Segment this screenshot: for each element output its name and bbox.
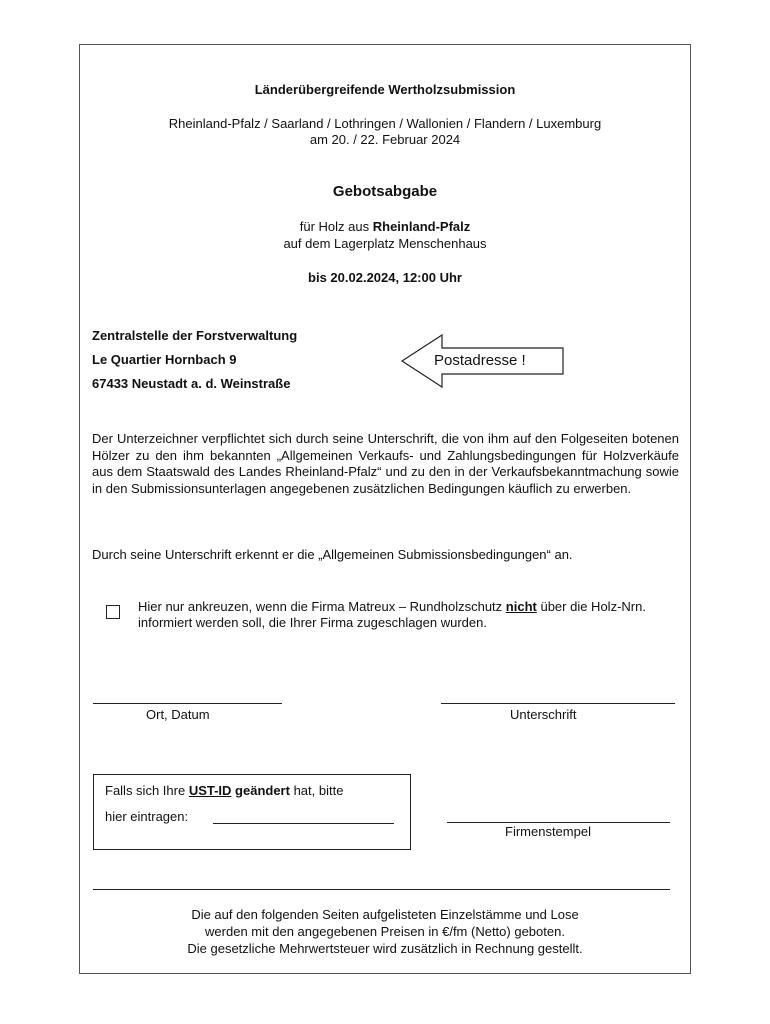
footer-divider: [93, 889, 670, 890]
ust-text-after: hat, bitte: [289, 783, 344, 798]
offer-deadline: bis 20.02.2024, 12:00 Uhr: [308, 270, 462, 285]
checkbox-text-emph: nicht: [505, 599, 537, 614]
offer-wood-region: Rheinland-Pfalz: [372, 219, 471, 234]
footer-line-2: werden mit den angegebenen Preisen in €/fm (Netto) geboten.: [205, 924, 565, 939]
offer-heading: Gebotsabgabe: [332, 183, 438, 200]
address-line-3: 67433 Neustadt a. d. Weinstraße: [92, 376, 291, 391]
ust-id-input-line[interactable]: [213, 823, 394, 824]
ust-id-label: UST-ID: [188, 783, 232, 798]
checkbox-label: [138, 599, 684, 631]
ust-enter-label: hier eintragen:: [105, 809, 189, 824]
offer-wood-prefix: für Holz aus: [299, 219, 373, 234]
form-page: [79, 44, 691, 974]
obligation-paragraph: Der Unterzeichner verpflichtet sich durch seine Unterschrift, die von ihm auf den Folgeseiten botenen Hölzer zu den ihm bekannten „Allgemeinen Verkaufs- und Zahlungsbedingungen für Holzverkäufe aus dem Staatswald des Landes Rheinland-Pfalz“ und zu den in der Verkaufsbekanntmachung sowie in den Submissionsunterlagen angegebenen zusätzlichen Bedingungen käuflich zu erwerben.: [92, 431, 679, 496]
header-dates: am 20. / 22. Februar 2024: [309, 132, 461, 147]
conditions-paragraph: Durch seine Unterschrift erkennt er die „Allgemeinen Submissionsbedingungen“ an.: [92, 547, 573, 562]
postal-address-label: Postadresse !: [434, 352, 526, 369]
postal-address-callout: [400, 333, 570, 389]
checkbox-text-before: Hier nur ankreuzen, wenn die Firma Matreux – Rundholzschutz: [138, 599, 506, 614]
signature-label: Unterschrift: [510, 707, 577, 722]
place-date-line[interactable]: [93, 703, 282, 704]
offer-wood-line: [80, 219, 690, 235]
company-stamp-line: [447, 822, 670, 823]
header-regions: Rheinland-Pfalz / Saarland / Lothringen / Wallonien / Flandern / Luxemburg: [168, 116, 602, 131]
footer-line-3: Die gesetzliche Mehrwertsteuer wird zusätzlich in Rechnung gestellt.: [187, 941, 583, 956]
notification-opt-out-checkbox[interactable]: [106, 605, 120, 619]
ust-id-text: [105, 783, 343, 799]
offer-location: auf dem Lagerplatz Menschenhaus: [283, 236, 487, 251]
checkbox-text-after: über die Holz-Nrn. informiert werden soll, die Ihrer Firma zugeschlagen wurden.: [138, 599, 646, 630]
header-title: Länderübergreifende Wertholzsubmission: [254, 82, 516, 97]
address-line-2: Le Quartier Hornbach 9: [92, 352, 237, 367]
ust-changed-label: geändert: [231, 783, 290, 798]
ust-text-before: Falls sich Ihre: [105, 783, 189, 798]
address-line-1: Zentralstelle der Forstverwaltung: [92, 328, 298, 343]
place-date-label: Ort, Datum: [146, 707, 210, 722]
company-stamp-label: Firmenstempel: [505, 824, 591, 839]
signature-line[interactable]: [441, 703, 675, 704]
ust-id-box: [93, 774, 411, 850]
footer-line-1: Die auf den folgenden Seiten aufgelisteten Einzelstämme und Lose: [191, 907, 579, 922]
